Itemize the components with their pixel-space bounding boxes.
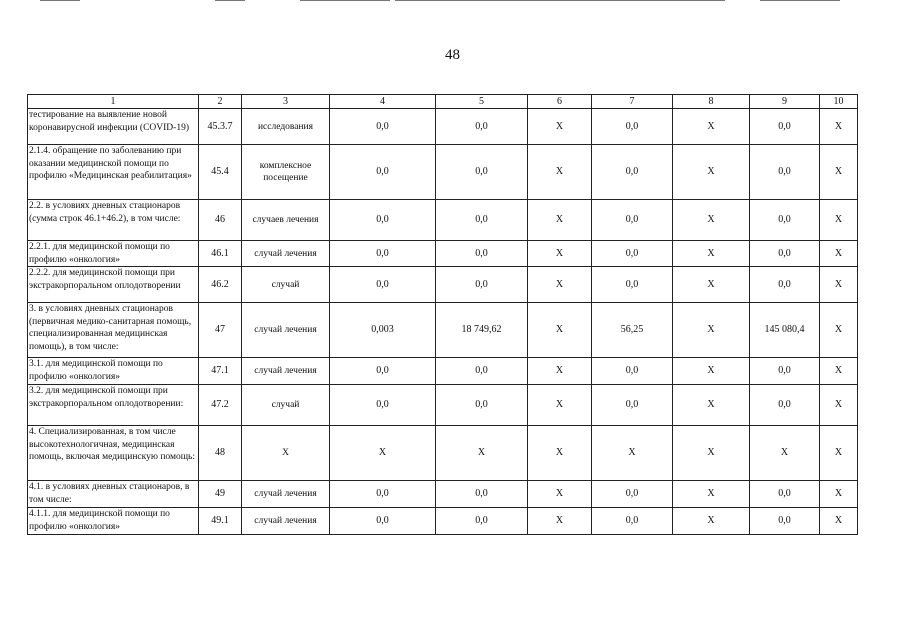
row-value-cell-col4: 0,0 [330, 145, 436, 200]
row-unit-cell: случай лечения [242, 303, 330, 358]
row-value-cell-col8: X [673, 109, 750, 145]
row-name-cell: 4. Специализированная, в том числе высокотехнологичная, медицинская помощь, включая медицинскую помощь: [28, 426, 199, 481]
row-value-cell-col4: 0,0 [330, 267, 436, 303]
row-name-cell: 4.1. в условиях дневных стационаров, в том числе: [28, 481, 199, 508]
row-unit-cell: случай лечения [242, 508, 330, 535]
row-unit-cell: исследования [242, 109, 330, 145]
row-value-cell-col5: 0,0 [436, 145, 528, 200]
row-value-cell-col6: X [528, 267, 592, 303]
row-value-cell-col4: 0,0 [330, 508, 436, 535]
row-code-cell: 49.1 [199, 508, 242, 535]
table-row [28, 481, 858, 508]
scan-edge-line [40, 0, 80, 1]
row-value-cell-col8: X [673, 426, 750, 481]
row-value-cell-col8: X [673, 200, 750, 241]
column-header-2: 2 [199, 95, 242, 109]
column-header-8: 8 [673, 95, 750, 109]
row-value-cell-col7: 0,0 [592, 508, 673, 535]
column-header-1: 1 [28, 95, 199, 109]
row-code-cell: 47.1 [199, 358, 242, 385]
row-value-cell-col7: 0,0 [592, 200, 673, 241]
row-value-cell-col10: X [820, 303, 858, 358]
row-value-cell-col4: X [330, 426, 436, 481]
row-value-cell-col7: 0,0 [592, 267, 673, 303]
table-header-row [28, 95, 858, 109]
row-value-cell-col10: X [820, 481, 858, 508]
table-row [28, 358, 858, 385]
row-value-cell-col5: 0,0 [436, 508, 528, 535]
row-value-cell-col9: 0,0 [750, 508, 820, 535]
row-value-cell-col10: X [820, 385, 858, 426]
row-value-cell-col7: X [592, 426, 673, 481]
row-value-cell-col5: 0,0 [436, 241, 528, 267]
scan-edge-line [215, 0, 245, 1]
row-value-cell-col5: 0,0 [436, 109, 528, 145]
table-row [28, 508, 858, 535]
row-value-cell-col6: X [528, 241, 592, 267]
row-value-cell-col9: 0,0 [750, 481, 820, 508]
row-value-cell-col4: 0,0 [330, 358, 436, 385]
row-value-cell-col10: X [820, 426, 858, 481]
table-body [28, 109, 858, 535]
row-value-cell-col7: 0,0 [592, 481, 673, 508]
row-value-cell-col9: 0,0 [750, 358, 820, 385]
row-value-cell-col10: X [820, 145, 858, 200]
row-value-cell-col9: 0,0 [750, 241, 820, 267]
row-value-cell-col10: X [820, 267, 858, 303]
row-name-cell: 4.1.1. для медицинской помощи по профилю «онкология» [28, 508, 199, 535]
row-unit-cell: случай лечения [242, 358, 330, 385]
row-value-cell-col5: X [436, 426, 528, 481]
table-row [28, 145, 858, 200]
row-name-cell: 2.2.1. для медицинской помощи по профилю «онкология» [28, 241, 199, 267]
row-name-cell: 3.1. для медицинской помощи по профилю «онкология» [28, 358, 199, 385]
row-value-cell-col9: X [750, 426, 820, 481]
row-name-cell: 2.1.4. обращение по заболеванию при оказании медицинской помощи по профилю «Медицинская реабилитация» [28, 145, 199, 200]
row-value-cell-col10: X [820, 508, 858, 535]
row-value-cell-col10: X [820, 241, 858, 267]
table-row [28, 303, 858, 358]
row-value-cell-col9: 0,0 [750, 109, 820, 145]
table-row [28, 426, 858, 481]
column-header-4: 4 [330, 95, 436, 109]
row-value-cell-col7: 0,0 [592, 385, 673, 426]
row-value-cell-col4: 0,0 [330, 481, 436, 508]
table-row [28, 109, 858, 145]
row-value-cell-col5: 0,0 [436, 267, 528, 303]
column-header-3: 3 [242, 95, 330, 109]
row-unit-cell: X [242, 426, 330, 481]
row-value-cell-col9: 0,0 [750, 385, 820, 426]
row-unit-cell: случай [242, 385, 330, 426]
row-value-cell-col6: X [528, 145, 592, 200]
row-value-cell-col8: X [673, 481, 750, 508]
row-value-cell-col9: 0,0 [750, 145, 820, 200]
row-value-cell-col8: X [673, 303, 750, 358]
row-code-cell: 47 [199, 303, 242, 358]
row-value-cell-col9: 0,0 [750, 200, 820, 241]
row-value-cell-col8: X [673, 145, 750, 200]
row-value-cell-col6: X [528, 358, 592, 385]
row-value-cell-col8: X [673, 508, 750, 535]
row-value-cell-col7: 56,25 [592, 303, 673, 358]
row-name-cell: 2.2. в условиях дневных стационаров (сумма строк 46.1+46.2), в том числе: [28, 200, 199, 241]
row-code-cell: 47.2 [199, 385, 242, 426]
column-header-10: 10 [820, 95, 858, 109]
row-value-cell-col9: 0,0 [750, 267, 820, 303]
row-value-cell-col5: 0,0 [436, 385, 528, 426]
row-value-cell-col5: 0,0 [436, 358, 528, 385]
row-value-cell-col4: 0,0 [330, 241, 436, 267]
row-name-cell: 2.2.2. для медицинской помощи при экстракорпоральном оплодотворении [28, 267, 199, 303]
row-name-cell: 3.2. для медицинской помощи при экстракорпоральном оплодотворении: [28, 385, 199, 426]
row-value-cell-col5: 18 749,62 [436, 303, 528, 358]
row-unit-cell: случаев лечения [242, 200, 330, 241]
row-value-cell-col7: 0,0 [592, 241, 673, 267]
row-code-cell: 48 [199, 426, 242, 481]
row-value-cell-col8: X [673, 241, 750, 267]
row-value-cell-col5: 0,0 [436, 481, 528, 508]
row-code-cell: 45.4 [199, 145, 242, 200]
column-header-5: 5 [436, 95, 528, 109]
row-value-cell-col6: X [528, 109, 592, 145]
row-name-cell: 3. в условиях дневных стационаров (первичная медико-санитарная помощь, специализированная медицинская помощь), в том числе: [28, 303, 199, 358]
row-value-cell-col6: X [528, 200, 592, 241]
row-value-cell-col4: 0,003 [330, 303, 436, 358]
row-value-cell-col7: 0,0 [592, 145, 673, 200]
row-value-cell-col6: X [528, 303, 592, 358]
scan-edge-line [300, 0, 390, 1]
row-value-cell-col4: 0,0 [330, 109, 436, 145]
row-code-cell: 46.1 [199, 241, 242, 267]
row-value-cell-col7: 0,0 [592, 358, 673, 385]
row-value-cell-col10: X [820, 358, 858, 385]
row-value-cell-col10: X [820, 200, 858, 241]
row-value-cell-col4: 0,0 [330, 385, 436, 426]
row-value-cell-col5: 0,0 [436, 200, 528, 241]
table-row [28, 200, 858, 241]
row-code-cell: 45.3.7 [199, 109, 242, 145]
table-row [28, 267, 858, 303]
row-code-cell: 49 [199, 481, 242, 508]
row-value-cell-col7: 0,0 [592, 109, 673, 145]
scan-edge-line [395, 0, 725, 1]
table-row [28, 385, 858, 426]
row-value-cell-col8: X [673, 385, 750, 426]
column-header-7: 7 [592, 95, 673, 109]
row-unit-cell: случай [242, 267, 330, 303]
row-unit-cell: случай лечения [242, 481, 330, 508]
row-value-cell-col10: X [820, 109, 858, 145]
table-row [28, 241, 858, 267]
column-header-9: 9 [750, 95, 820, 109]
page-number: 48 [445, 47, 460, 63]
row-name-cell: тестирование на выявление новой коронавирусной инфекции (COVID-19) [28, 109, 199, 145]
row-value-cell-col9: 145 080,4 [750, 303, 820, 358]
row-value-cell-col8: X [673, 358, 750, 385]
row-value-cell-col6: X [528, 426, 592, 481]
row-value-cell-col6: X [528, 385, 592, 426]
row-value-cell-col6: X [528, 481, 592, 508]
scan-edge-line [760, 0, 840, 1]
row-value-cell-col6: X [528, 508, 592, 535]
data-table [27, 94, 858, 535]
row-value-cell-col8: X [673, 267, 750, 303]
row-unit-cell: случай лечения [242, 241, 330, 267]
row-code-cell: 46 [199, 200, 242, 241]
row-value-cell-col4: 0,0 [330, 200, 436, 241]
row-code-cell: 46.2 [199, 267, 242, 303]
row-unit-cell: комплексное посещение [242, 145, 330, 200]
column-header-6: 6 [528, 95, 592, 109]
